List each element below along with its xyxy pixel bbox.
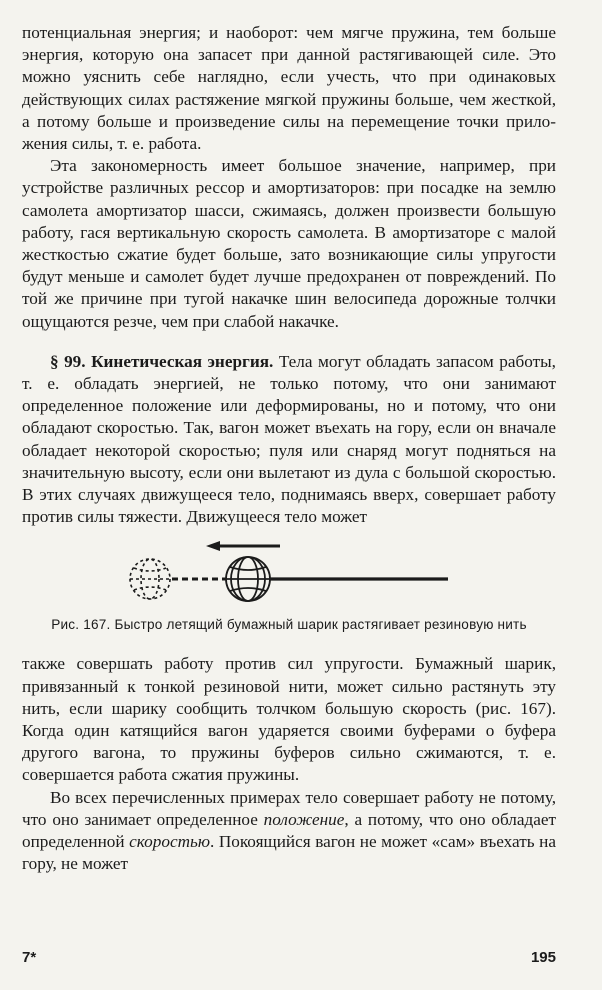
summary-text-3: . Покоящийся вагон не может «сам» въехать на гору, не может xyxy=(22,832,556,874)
figure-caption: Рис. 167. Быстро летящий бумажный шарик растягивает резиновую нить xyxy=(51,617,527,633)
summary-emphasis-position: положение xyxy=(263,809,345,829)
paragraph-shock-absorbers: Эта закономерность имеет большое значение, например, при устройстве различных рессор и амортизаторов: при посадке на землю самолета амортизатор шасси, сжимаясь, должен произвести большую работу, гася вертикальную скорость самолета. В амортизаторе с малой жесткостью сжатие будет больше, зато возникающие силы упругости будут меньше и самолет будет лучше предохранен от повреждений. По той же причине при тугой накачке шин велосипеда дорожные толчки ощущаются резче, чем при слабой накачке. xyxy=(22,156,556,331)
page-number: 195 xyxy=(530,949,556,966)
figure-illustration xyxy=(22,540,556,616)
ball-start-position-icon xyxy=(130,559,170,599)
section-text: Тела могут обладать запасом работы, т. е. обладать энергией, не только потому, что они занимают определенное положение или деформированы, но и потому, что они обладают скоростью. Так, вагон может въехать на гору, если он вначале обладает некоторой скоростью; пуля или снаряд могут подняться на значительную высоту, если они вылетают из дула с большой скоростью. В этих случаях движущееся тело, поднимаясь вверх, совершает работу против силы тяжести. Движущееся тело может xyxy=(22,351,556,527)
signature-mark: 7* xyxy=(22,949,37,966)
motion-arrow-icon xyxy=(206,541,280,551)
summary-text-1: Во всех перечисленных примерах тело совершает работу не потому, что оно занимает определенное xyxy=(22,787,556,829)
page-content xyxy=(22,22,556,876)
summary-text-2: , а потому, что оно обладает определенной xyxy=(22,809,556,852)
figure-167 xyxy=(22,540,556,616)
section-heading: § 99. Кинетическая энергия. xyxy=(50,351,274,371)
summary-emphasis-speed: скоростью xyxy=(129,832,210,852)
paragraph-elastic-work: также совершать работу против сил упругости. Бумажный шарик, привязанный к тонкой резиновой нити, может сильно растянуть эту нить, если шарику сообщить толчком большую скорость (рис. 167). Когда один катящийся вагон ударяется своими буферами о буфера другого вагона, то пружины буферов сильно сжимаются, т. е. совершается работа сжатия пружины. xyxy=(22,654,556,785)
paper-ball-icon xyxy=(226,557,270,601)
paragraph-spring-energy: потенциальная энергия; и наоборот: чем мягче пружина, тем больше энергия, которую она запасет при данной растягивающей силе. Это можно уяснить себе наглядно, если учесть, что при одинаковых действующих силах растяжение мягкой пружины больше, чем жесткой, а потому больше и произведение силы на перемещение точки приложения силы, т. е. работа. xyxy=(22,23,556,154)
paragraph-summary xyxy=(22,787,556,876)
section-kinetic-energy xyxy=(22,351,556,529)
